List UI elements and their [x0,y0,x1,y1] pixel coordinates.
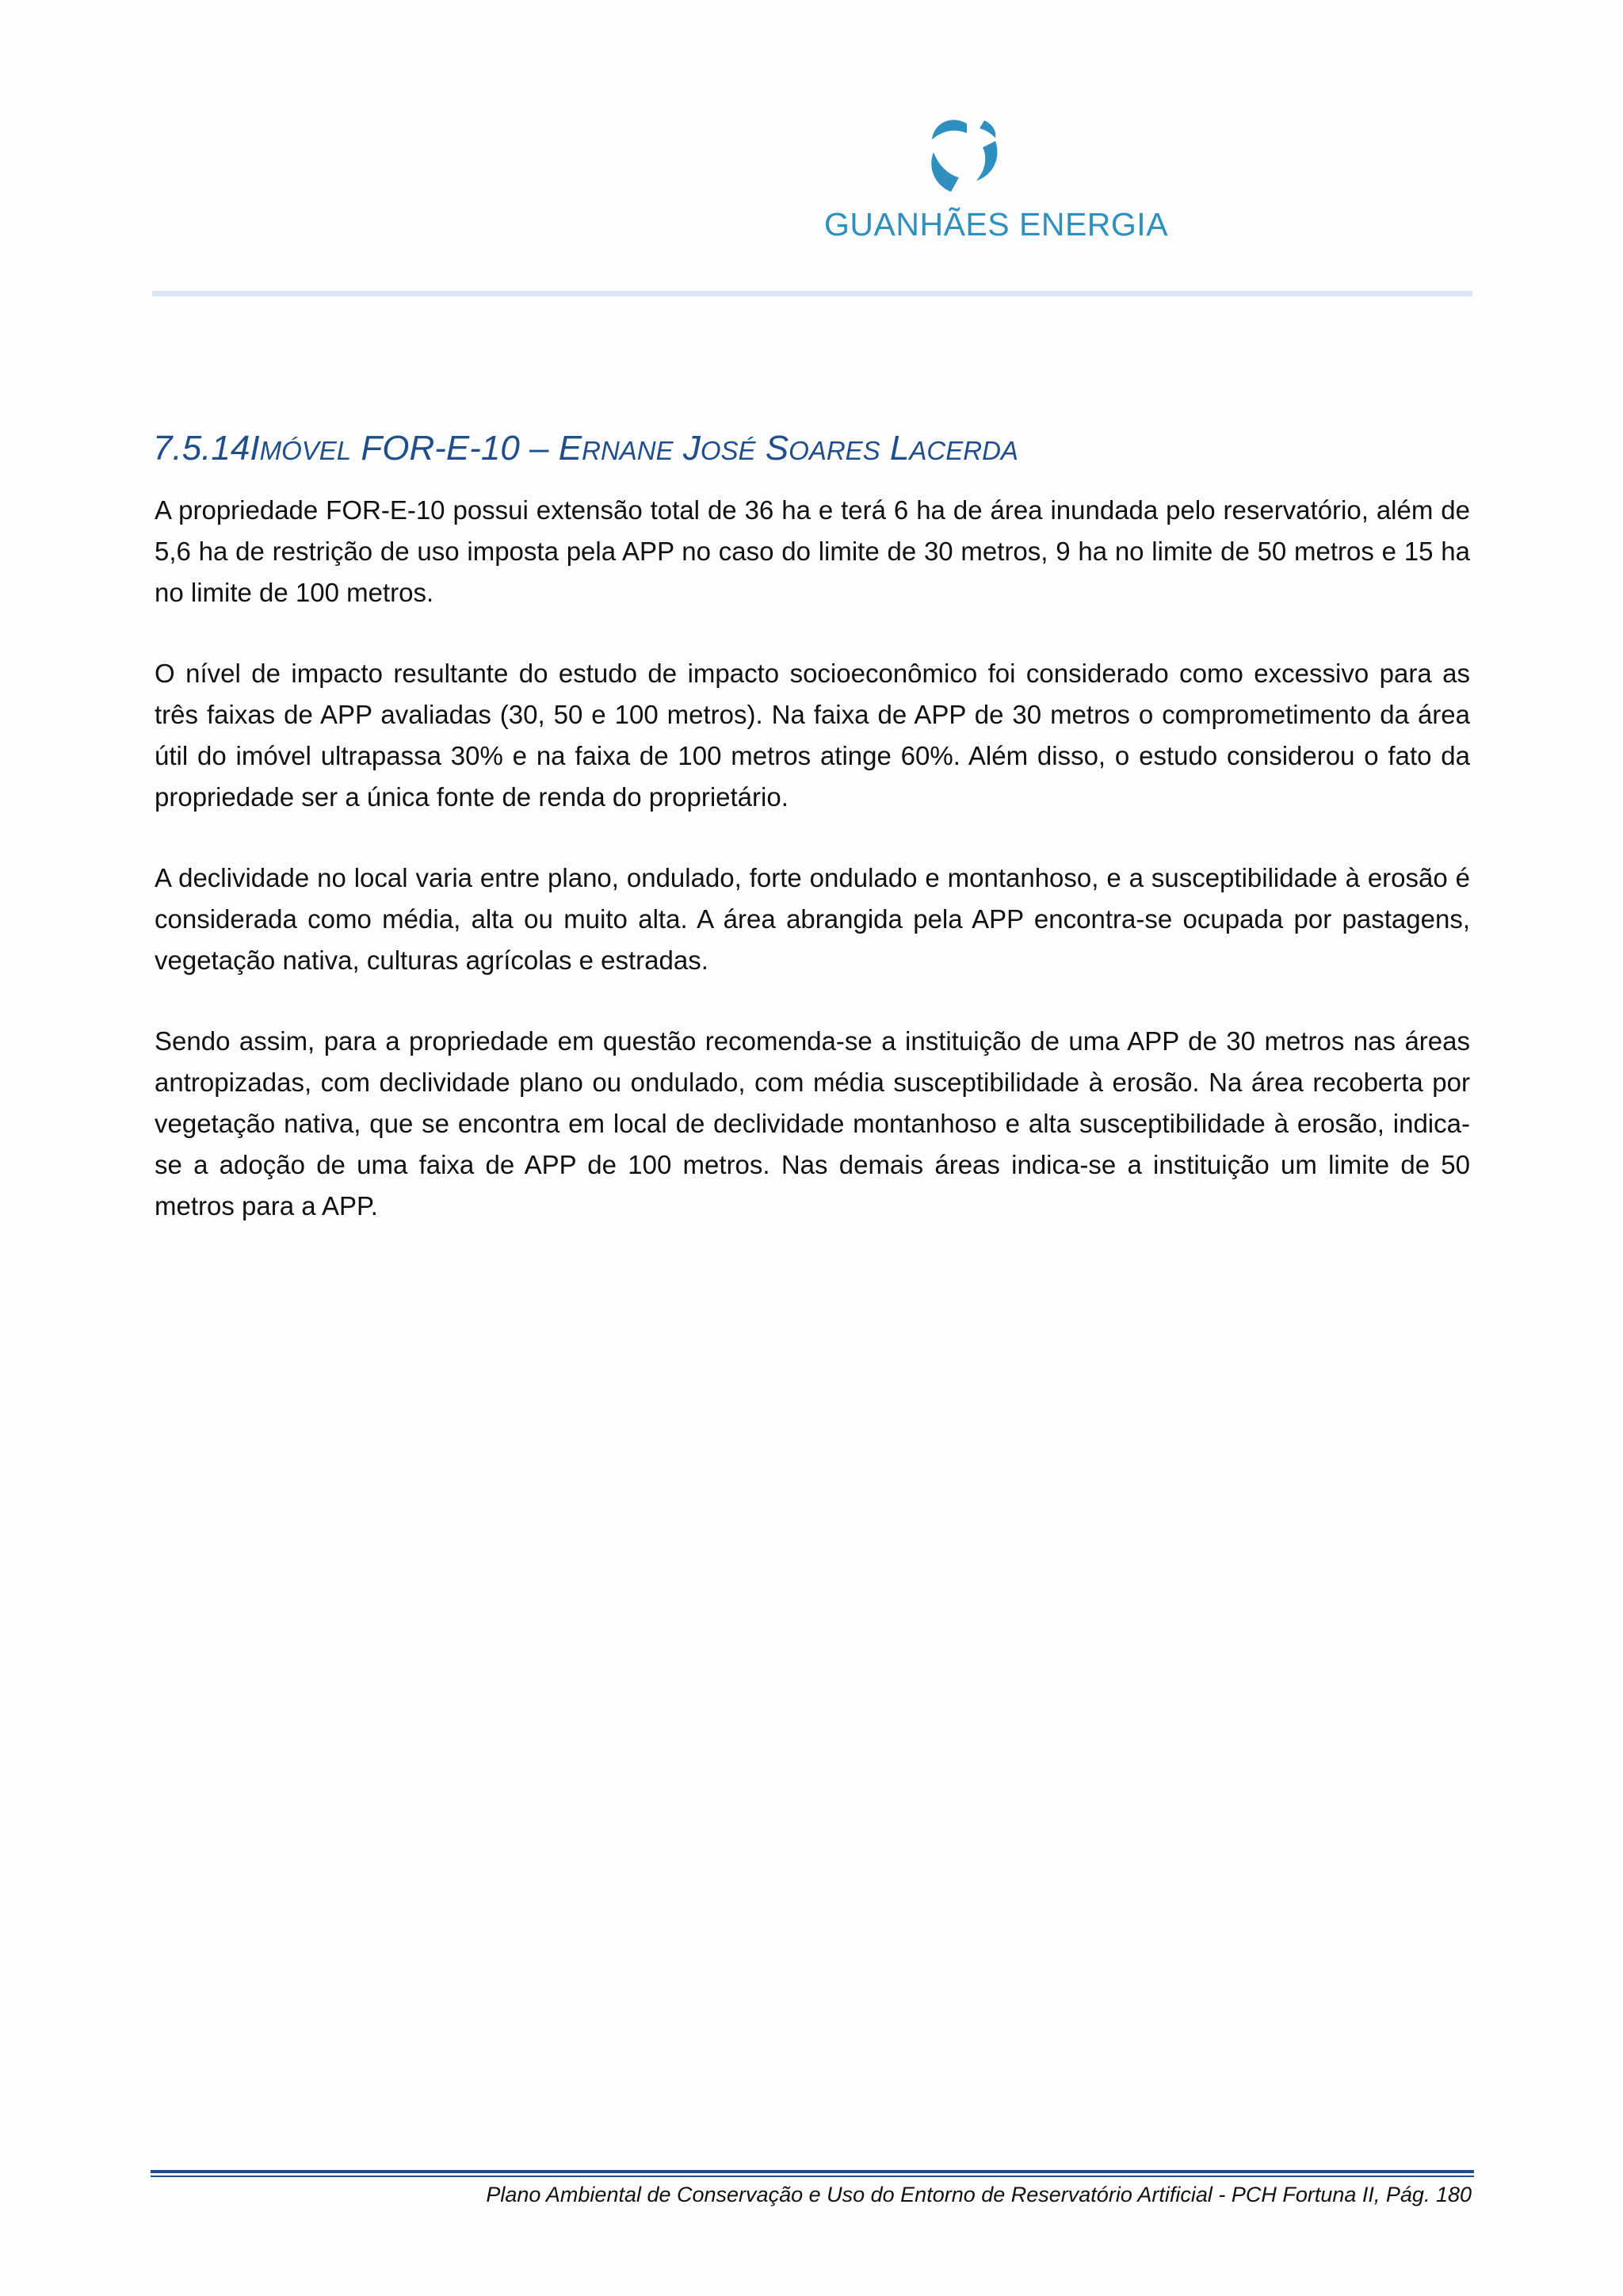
title-part: RNANE [582,436,674,465]
logo-text: GUANHÃES ENERGIA [824,206,1169,243]
title-part: FOR-E-10 – [351,429,559,468]
footer-caption: Plano Ambiental de Conservação e Uso do Entorno de Reservatório Artificial - PCH Fortuna II, Pág. 180 [486,2183,1472,2206]
section-heading [153,429,1476,468]
title-part: OARES [789,436,880,465]
footer-divider [151,2170,1474,2178]
document-body [155,490,1470,1266]
paragraph: A propriedade FOR-E-10 possui extensão total de 36 ha e terá 6 ha de área inundada pelo reservatório, além de 5,6 ha de restrição de uso imposta pela APP no caso do limite de 30 metros, 9 ha no limite de 50 metros e 15 ha no limite de 100 metros. [155,495,1470,607]
guanhaes-logo-icon [919,109,1014,204]
title-part: ACERDA [909,436,1018,465]
company-logo [808,109,1169,244]
title-part: MÓVEL [259,436,352,465]
paragraph: O nível de impacto resultante do estudo de impacto socioeconômico foi considerado como excessivo para as três faixas de APP avaliadas (30, 50 e 100 metros). Na faixa de APP de 30 metros o comprometimento da área útil do imóvel ultrapassa 30% e na faixa de 100 metros atinge 60%. Além disso, o estudo considerou o fato da propriedade ser a única fonte de renda do proprietário. [155,659,1470,812]
paragraph: A declividade no local varia entre plano, ondulado, forte ondulado e montanhoso, e a susceptibilidade à erosão é considerada como média, alta ou muito alta. A área abrangida pela APP encontra-se ocupada por pastagens, vegetação nativa, culturas agrícolas e estradas. [155,863,1470,975]
title-part: J [673,429,701,468]
title-part: S [755,429,789,468]
section-number: 7.5.14 [153,429,250,468]
header-divider [152,291,1472,296]
paragraph: Sendo assim, para a propriedade em questão recomenda-se a instituição de uma APP de 30 metros nas áreas antropizadas, com declividade plano ou ondulado, com média susceptibilidade à erosão. Na área recoberta por vegetação nativa, que se encontra em local de declividade montanhoso e alta susceptibilidade à erosão, indica-se a adoção de uma faixa de APP de 100 metros. Nas demais áreas indica-se a instituição um limite de 50 metros para a APP. [155,1026,1470,1221]
title-part: E [558,429,582,468]
title-part: OSÉ [700,436,756,465]
title-part: L [880,429,910,468]
title-part: I [250,429,260,468]
